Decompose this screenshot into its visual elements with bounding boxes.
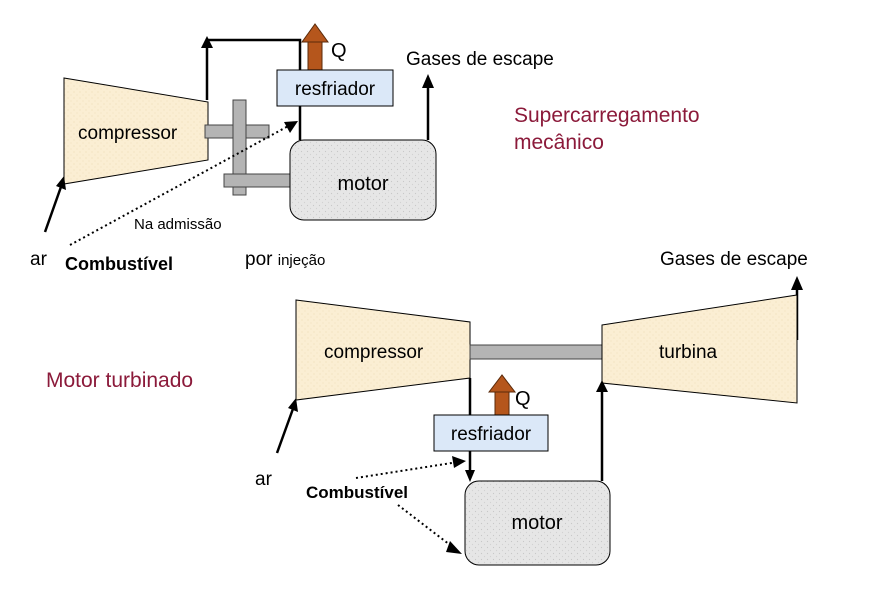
shaft-bottom [470, 345, 602, 359]
exhaust-arrowhead-top [422, 74, 434, 88]
intake-note: Na admissão [134, 216, 222, 233]
air-intake-line-bottom [277, 406, 294, 453]
exhaust-arrowhead-bottom [791, 276, 803, 290]
turbine-label: turbina [659, 342, 718, 363]
air-label-bottom: ar [255, 469, 272, 490]
compressor-label-bottom: compressor [324, 342, 424, 363]
air-line-top-arrowhead [201, 36, 213, 48]
cooler-label-bottom: resfriador [450, 424, 532, 445]
compressor-label-top: compressor [78, 123, 178, 144]
fuel-arrowhead-to-cooler [452, 456, 466, 468]
heat-arrow-bottom [489, 375, 515, 415]
fuel-label-top: Combustível [65, 254, 174, 274]
exhaust-label-bottom: Gases de escape [660, 249, 808, 270]
air-intake-line-top [45, 184, 62, 232]
title-top-line1: Supercarregamento [514, 104, 700, 127]
cooler-to-engine-arrowhead-bottom [465, 470, 475, 482]
fuel-label-bottom: Combustível [306, 483, 409, 502]
heat-arrow-top [302, 24, 328, 70]
injection-label: por injeção [245, 249, 326, 270]
title-top-line2: mecânico [514, 131, 604, 154]
engine-label-bottom: motor [511, 512, 563, 534]
heat-label-top: Q [331, 40, 347, 62]
exhaust-label-top: Gases de escape [406, 49, 554, 70]
title-bottom: Motor turbinado [46, 369, 194, 392]
cooler-label-top: resfriador [294, 79, 376, 100]
air-label-top: ar [30, 249, 47, 270]
engine-label-top: motor [337, 173, 389, 195]
fuel-arrowhead-to-engine [446, 541, 462, 554]
heat-label-bottom: Q [515, 388, 531, 410]
fuel-line-to-engine [398, 505, 454, 548]
fuel-line-to-cooler [356, 462, 458, 478]
